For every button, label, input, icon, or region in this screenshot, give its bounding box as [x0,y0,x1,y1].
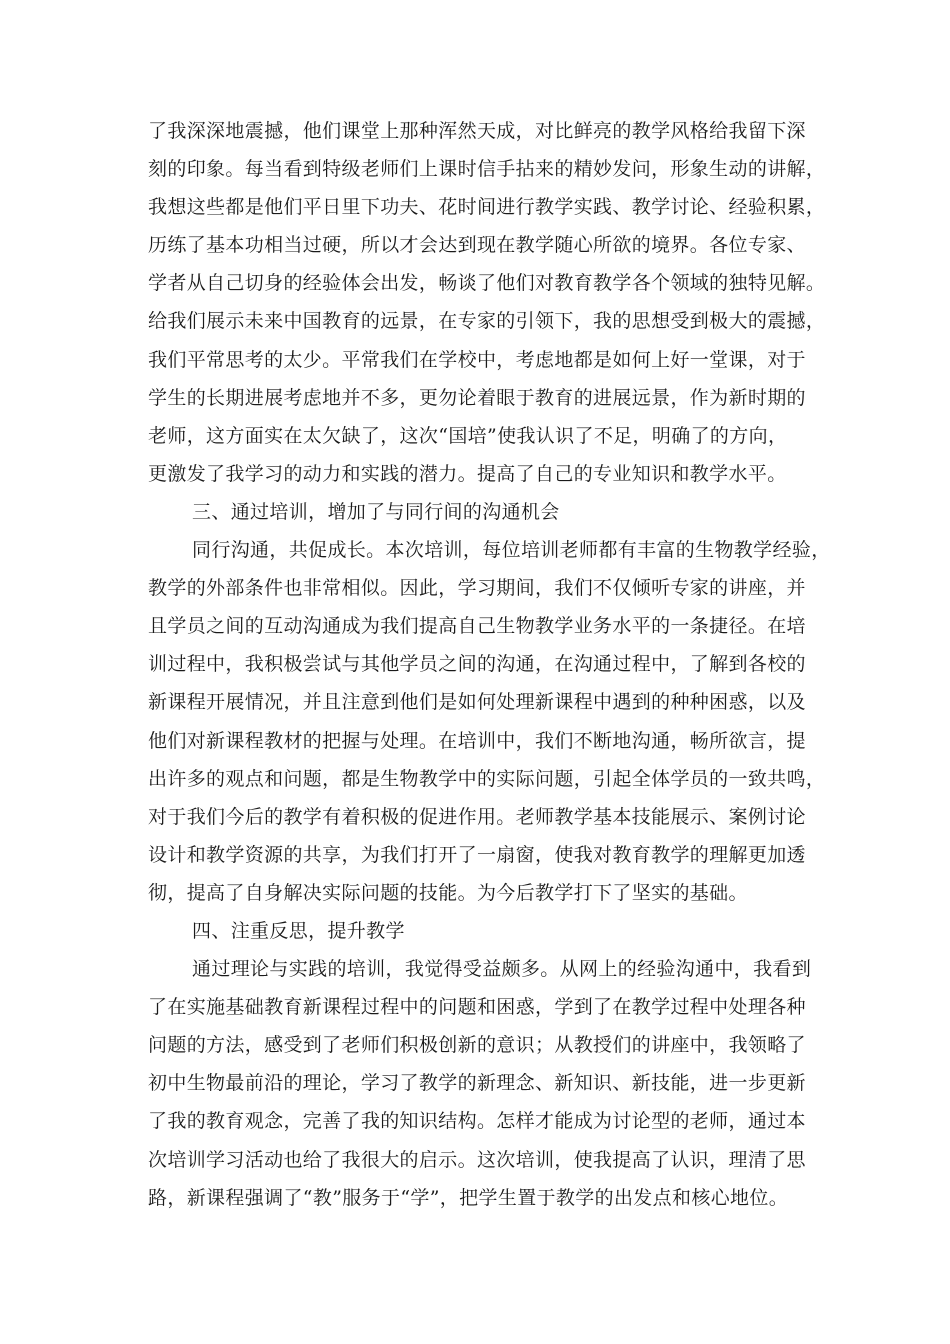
text-line: 学者从自己切身的经验体会出发，畅谈了他们对教育教学各个领域的独特见解。 [148,272,826,295]
paragraph-continuation [148,112,828,493]
text-line: 初中生物最前沿的理论，学习了教学的新理念、新知识、新技能，进一步更新 [148,1072,806,1095]
text-line: 刻的印象。每当看到特级老师们上课时信手拈来的精妙发问，形象生动的讲解， [148,158,826,181]
heading-line: 三、通过培训，增加了与同行间的沟通机会 [192,500,560,523]
paragraph-communication [148,531,831,912]
text-line: 新课程开展情况，并且注意到他们是如何处理新课程中遇到的种种困惑，以及 [148,691,806,714]
text-line: 对于我们今后的教学有着积极的促进作用。老师教学基本技能展示、案例讨论 [148,805,806,828]
section-heading-reflection [148,912,828,950]
heading-line: 四、注重反思，提升教学 [192,919,405,942]
text-line: 他们对新课程教材的把握与处理。在培训中，我们不断地沟通，畅所欲言，提 [148,729,806,752]
document-body [148,112,831,1217]
text-line: 给我们展示未来中国教育的远景，在专家的引领下，我的思想受到极大的震撼， [148,310,826,333]
text-line: 且学员之间的互动沟通成为我们提高自己生物教学业务水平的一条捷径。在培 [148,615,806,638]
text-line: 历练了基本功相当过硬，所以才会达到现在教学随心所欲的境界。各位专家、 [148,234,806,257]
text-line: 路，新课程强调了“教”服务于“学”，把学生置于教学的出发点和核心地位。 [148,1186,789,1209]
text-line: 通过理论与实践的培训，我觉得受益颇多。从网上的经验沟通中，我看到 [192,958,812,981]
text-line: 了在实施基础教育新课程过程中的问题和困惑，学到了在教学过程中处理各种 [148,996,806,1019]
text-line: 更激发了我学习的动力和实践的潜力。提高了自己的专业知识和教学水平。 [148,462,787,485]
paragraph-reflection [148,950,828,1217]
text-line: 了我的教育观念，完善了我的知识结构。怎样才能成为讨论型的老师，通过本 [148,1110,806,1133]
text-line: 我想这些都是他们平日里下功夫、花时间进行教学实践、教学讨论、经验积累， [148,196,826,219]
text-line: 了我深深地震撼，他们课堂上那种浑然天成，对比鲜亮的教学风格给我留下深 [148,120,806,142]
text-line: 教学的外部条件也非常相似。因此，学习期间，我们不仅倾听专家的讲座，并 [148,577,806,600]
section-heading-communication [148,493,828,531]
text-line: 训过程中，我积极尝试与其他学员之间的沟通，在沟通过程中，了解到各校的 [148,653,806,676]
text-line: 设计和教学资源的共享，为我们打开了一扇窗，使我对教育教学的理解更加透 [148,843,806,866]
text-line: 同行沟通，共促成长。本次培训，每位培训老师都有丰富的生物教学经验， [192,539,831,562]
text-line: 彻，提高了自身解决实际问题的技能。为今后教学打下了坚实的基础。 [148,881,748,904]
text-line: 老师，这方面实在太欠缺了，这次“国培”使我认识了不足，明确了的方向， [148,424,788,447]
text-line: 学生的长期进展考虑地并不多，更勿论着眼于教育的进展远景，作为新时期的 [148,386,806,409]
text-line: 我们平常思考的太少。平常我们在学校中，考虑地都是如何上好一堂课，对于 [148,348,806,371]
text-line: 次培训学习活动也给了我很大的启示。这次培训，使我提高了认识，理清了思 [148,1148,806,1171]
text-line: 问题的方法，感受到了老师们积极创新的意识；从教授们的讲座中，我领略了 [148,1034,806,1057]
text-line: 出许多的观点和问题，都是生物教学中的实际问题，引起全体学员的一致共鸣， [148,767,826,790]
